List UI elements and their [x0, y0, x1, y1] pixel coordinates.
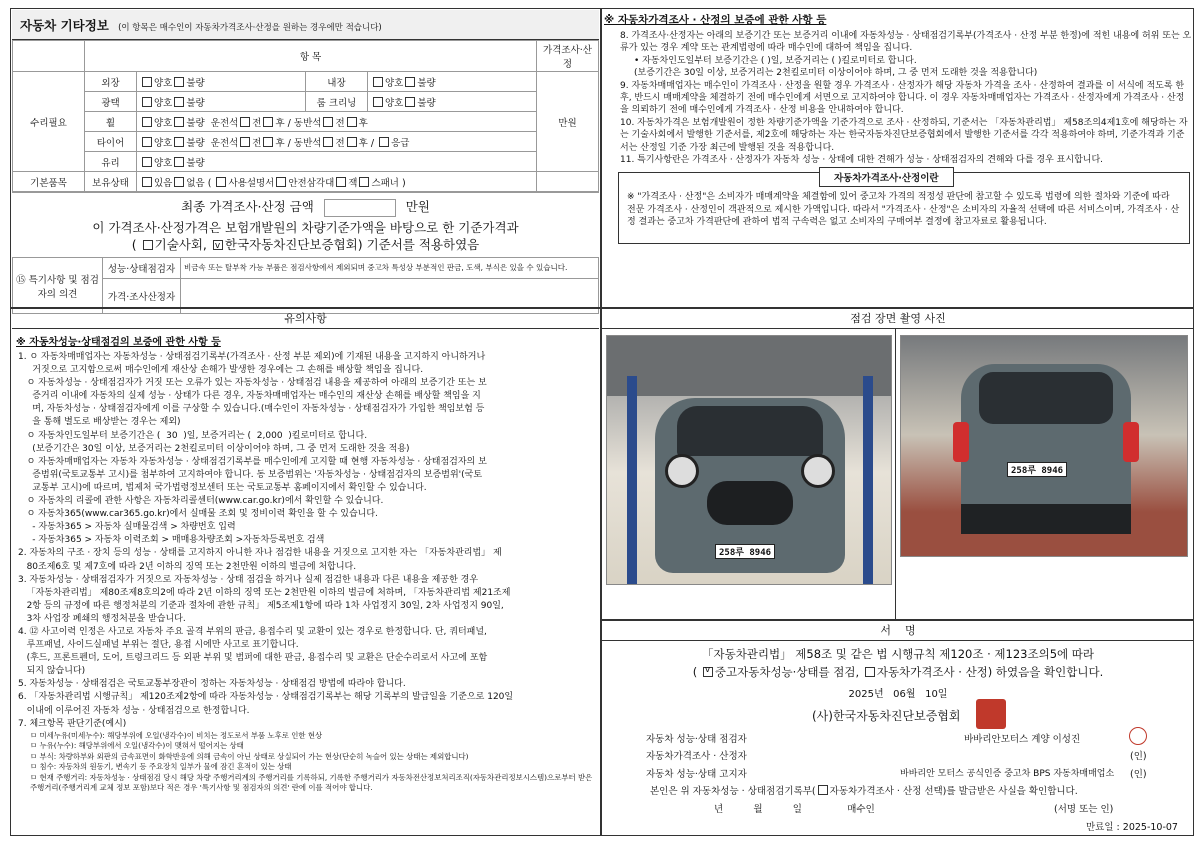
notice-line: 6. 「자동차관리법 시행규칙」 제120조제2항에 따라 자동차성능 · 상태점검기록부는 해당 기록부의 발급일을 기준으로 120일 — [18, 692, 514, 703]
front-label: 전 — [252, 137, 262, 149]
exist-label: 있음 — [154, 177, 173, 189]
final-price-input[interactable] — [324, 199, 396, 217]
good-label: 양호 — [384, 97, 404, 109]
front-label: 전 — [252, 117, 262, 129]
notice-line: 이내에 이루어진 자동차 성능 · 상태점검으로 한정합니다. — [18, 705, 250, 716]
emergency-label: 응급 — [391, 137, 410, 149]
basic-items-label: 기본품목 — [13, 172, 85, 192]
notice-line: 며, 자동차성능 · 상태점검자에게 이를 구상할 수 있습니다.(매수인이 자동차성능 · 상태점검자가 가입한 책임보험 등 — [18, 404, 485, 415]
checkbox[interactable] — [323, 137, 333, 147]
vehicle-other-info — [12, 10, 599, 306]
checkbox[interactable] — [143, 240, 153, 250]
hold-status-label: 보유상태 — [85, 172, 137, 192]
checkbox[interactable] — [142, 97, 152, 107]
notice-line: 2. 자동차의 구조 · 장치 등의 성능 · 상태를 고지하지 아니한 자나 점검한 내용을 거짓으로 고지한 자는 「자동차관리법」 제 — [18, 548, 502, 559]
inspector-seal — [1129, 727, 1147, 745]
bad-label: 불량 — [186, 137, 205, 149]
price-row-label: 자동차가격조사 · 산정자 — [646, 751, 747, 762]
notifier-row-seal: (인) — [1130, 769, 1147, 780]
basis-option-1: 기술사회, — [154, 237, 207, 252]
sign-option-1: 중고자동차성능·상태를 점검, — [714, 665, 860, 679]
notice-section — [12, 309, 599, 835]
checkbox[interactable] — [359, 177, 369, 187]
criteria-item: ㅁ 침수: 자동차의 원동기, 변속기 등 주요장치 일부가 물에 잠긴 흔적이 있는 상태 — [30, 762, 292, 772]
checkbox[interactable] — [818, 785, 828, 795]
checkbox[interactable] — [336, 177, 346, 187]
checkbox[interactable] — [347, 137, 357, 147]
exterior-label: 외장 — [85, 72, 137, 92]
bad-label: 불량 — [417, 77, 436, 89]
paragraph-9: 9. 자동차매매업자는 매수인이 가격조사 · 산정을 원할 경우 가격조사 · 산정자가 해당 자동차 가격을 조사 · 산정하여 결과를 이 서식에 적도록 한 후, 반드시 매매계약을 체결하기 전에 매수인에게 서면으로 고지하여야 합니다. 이 경우 자동차매매업자는 가격조사 · 산정자에게 가격조사 · 산정을 의뢰하기 전에 매수인에게 가격조사 · 산정 비용을 안내하여야 합니다. — [620, 80, 1185, 116]
notice-line: 거짓으로 고지함으로써 매수인에게 재산상 손해가 발생한 경우에는 그 손해를 배상할 책임을 집니다. — [18, 365, 424, 376]
sign-line2: ( v중고자동차성능·상태를 점검, 자동차가격조사 · 산정) 하였음을 확인합니다. — [602, 664, 1194, 680]
checkbox[interactable] — [142, 137, 152, 147]
notifier-row-value: 바바리안 모터스 공식인증 중고차 BPS 자동차매매업소 — [900, 769, 1115, 779]
price-inspector-label: 가격·조사산정자 — [103, 278, 181, 313]
notice-line: 2항 등의 규정에 따른 행정처분의 기준과 절차에 관한 규칙」 제5조제1항에 따라 1차 사업정지 30일, 2차 사업정지 90일, — [18, 600, 504, 611]
sign-header: 서 명 — [602, 621, 1194, 641]
inspector-row-label: 자동차 성능·상태 점검자 — [646, 734, 747, 745]
notice-title: ※ 자동차성능·상태점검의 보증에 관한 사항 등 — [16, 337, 221, 348]
checkbox[interactable] — [240, 137, 250, 147]
photo-section — [602, 309, 1194, 619]
notice-line: 증거리 이내에 자동차의 실제 성능 · 상태가 다른 경우, 자동차매매업자는 매수인의 재산상 손해를 배상할 책임을 지 — [18, 391, 481, 402]
notice-line: ㅇ 자동차365(www.car365.go.kr)에서 실매물 조회 및 정비이력 확인을 할 수 있습니다. — [18, 509, 378, 520]
notice-line: ㅇ 자동차인도일부터 보증기간은 ( 30 )일, 보증거리는 ( 2,000 )킬로미터로 합니다. — [18, 430, 368, 441]
paragraph-8c: (보증기간은 30일 이상, 보증거리는 2천킬로미터 이상이어야 하며, 그 중 먼저 도래한 것을 적용합니다) — [634, 68, 1038, 79]
tire-label: 타이어 — [85, 132, 137, 152]
price-basis-line1: 이 가격조사·산정가격은 보험개발원의 차량기준가액을 바탕으로 한 기준가격과 — [92, 220, 519, 235]
checkbox[interactable] — [276, 177, 286, 187]
good-label: 양호 — [384, 77, 404, 89]
spanner-label: 스패너 — [371, 177, 399, 189]
definition-title: 자동차가격조사·산정이란 — [819, 167, 954, 187]
notifier-row-label: 자동차 성능·상태 고지자 — [646, 769, 747, 780]
driver-label: 운전석 — [210, 137, 239, 149]
paragraph-11: 11. 특기사항란은 가격조사 · 산정자가 자동차 성능 · 상태에 대한 견해가 성능 · 상태점검자의 견해와 다를 경우 표시합니다. — [620, 155, 1104, 166]
checkbox[interactable] — [216, 177, 226, 187]
bad-label: 불량 — [417, 97, 436, 109]
notice-lines — [12, 351, 599, 731]
notice-line: - 자동차365 > 자동차 실매물검색 > 차량번호 입력 — [18, 522, 236, 533]
checkbox[interactable] — [142, 77, 152, 87]
checkbox[interactable] — [373, 97, 383, 107]
paragraph-10: 10. 자동차가격은 보험개발원이 정한 차량기준가액을 기준가격으로 조사 · 산정하되, 기준서는 「자동차관리법」 제58조의4제1호에 해당하는 자는 기술사회에서 발행한 기준서를, 제2호에 해당하는 자는 한국자동차진단보증협회에서 발행한 기준서를 각각 적용하여야 하며, 기준가격과 기준서는 산정일 기준 가장 최근에 발행된 것을 적용합니다. — [620, 117, 1188, 153]
repair-need-label: 수리필요 — [13, 72, 85, 172]
rear-car-photo — [900, 335, 1188, 557]
interior-label: 내장 — [305, 72, 367, 92]
receipt-text: 본인은 위 자동차성능 · 상태점검기록부( — [650, 786, 816, 797]
glass-label: 유리 — [85, 152, 137, 172]
notice-line: 교통부 고시)에 따르며, 법제처 국가법령정보센터 또는 국토교통부 홈페이지에서 확인할 수 있습니다. — [18, 482, 427, 493]
checkbox[interactable] — [263, 117, 273, 127]
inspector-label: 성능·상태점검자 — [103, 258, 181, 279]
notice-line: ㅇ 자동차성능 · 상태점검자가 거짓 또는 오류가 있는 자동차성능 · 상태점검 내용을 제공하여 아래의 보증기간 또는 보 — [18, 378, 487, 389]
criteria-item: ㅁ 현재 주행거리: 자동차성능 · 상태점검 당시 해당 차량 주행거리계의 주행거리를 기록하되, 기록한 주행거리가 자동차전산정보처리조직(자동차관리정보시스템)으로부터 받은 주행거리(주행거리계 교체 정보 포함)보다 적은 경우 '특기사항 및 점검자의 의견' 란에 이를 적어야 합니다. — [30, 772, 593, 793]
sign-option-2: 자동차가격조사 · 산정) 하였음을 확인합니다. — [876, 665, 1104, 679]
wheel-label: 휠 — [85, 112, 137, 132]
buyer-date-line: 년 월 일 매수인 — [714, 804, 875, 815]
front-label: 전 — [335, 137, 345, 149]
paragraph-8b: • 자동차인도일부터 보증기간은 ( )일, 보증거리는 ( )킬로미터로 합니다. — [634, 55, 917, 66]
triangle-label: 안전삼각대 — [288, 177, 335, 189]
good-label: 양호 — [154, 137, 173, 149]
price-row-seal: (인) — [1130, 751, 1147, 762]
bad-label: 불량 — [186, 97, 205, 109]
col-price-header: 가격조사·산정 — [537, 41, 599, 72]
notice-line: ㅇ 자동차의 리콜에 관한 사항은 자동차리콜센터(www.car.go.kr)에서 확인할 수 있습니다. — [18, 496, 384, 507]
front-label: 전 — [335, 117, 345, 129]
special-notes-label: ⑮ 특기사항 및 점검자의 의견 — [13, 258, 103, 314]
org-name: (사)한국자동차진단보증협회 — [812, 709, 961, 723]
good-label: 양호 — [154, 77, 173, 89]
good-label: 양호 — [154, 117, 173, 129]
receipt-text-2: 자동차가격조사 · 산정 선택)를 발급받은 사실을 확인합니다. — [829, 786, 1078, 797]
org-seal-stamp — [976, 699, 1006, 729]
checkbox[interactable] — [865, 667, 875, 677]
notice-line: 루프패널, 사이드실패널 부위는 절단, 용접 시에만 사고로 표기합니다. — [18, 640, 299, 651]
checkbox-checked[interactable] — [703, 667, 713, 677]
good-label: 양호 — [154, 97, 173, 109]
notice-line: (보증기간은 30일 이상, 보증거리는 2천킬로미터 이상이어야 하며, 그 중 먼저 도래한 것을 적용) — [18, 443, 410, 454]
notice-line: 1. ㅇ 자동차매매업자는 자동차성능 · 상태점검기록부(가격조사 · 산정 부분 제외)에 기재된 내용을 고지하지 아니하거나 — [18, 352, 486, 362]
checkbox[interactable] — [263, 137, 273, 147]
checkbox[interactable] — [347, 117, 357, 127]
checkbox[interactable] — [405, 77, 415, 87]
section-title: 자동차 기타정보 — [20, 18, 109, 33]
final-price-label: 최종 가격조사·산정 금액 — [181, 199, 314, 214]
checkbox[interactable] — [174, 137, 184, 147]
gloss-label: 광택 — [85, 92, 137, 112]
notice-line: (후드, 프론트펜더, 도어, 트렁크리드 등 외판 부위 및 범퍼에 대한 판금, 용접수리 및 교환은 단순수리로서 사고에 포함 — [18, 653, 488, 664]
room-clean-label: 룸 크리닝 — [305, 92, 367, 112]
section-note: (이 항목은 매수인이 자동차가격조사·산정을 원하는 경우에만 적습니다) — [118, 23, 382, 33]
definition-text: ※ "가격조사 · 산정"은 소비자가 매매계약을 체결함에 있어 중고차 가격의 적정성 판단에 참고할 수 있도록 법령에 의한 절차와 기준에 따라 전문 가격조사 · 산정인이 객관적으로 제시한 가액입니다. 따라서 "가격조사 · 산정"은 소비자의 자율적 선택에 따른 서비스이며, 가격조사 · 산정 결과는 중고차 가격판단에 관하여 법적 구속력은 없고 소비자의 구매여부 결정에 참고자료로 활용됩니다. — [627, 192, 1180, 228]
checkbox[interactable] — [405, 97, 415, 107]
rear-passenger-label: 후 / 동반석 — [275, 117, 322, 129]
notice-line: 80조제6호 및 제7호에 따라 2년 이하의 징역 또는 2천만원 이하의 벌금에 처합니다. — [18, 561, 357, 572]
rear-label: 후 — [358, 137, 368, 149]
sign-or-seal: (서명 또는 인) — [1054, 804, 1114, 815]
checkbox[interactable] — [174, 117, 184, 127]
expiry-date: 만료일 : 2025-10-07 — [1086, 822, 1178, 833]
criteria-item: ㅁ 부식: 차량하부와 외판의 금속표면이 화학반응에 의해 금속이 아닌 상태로 상실되어 가는 현상(단순히 녹슬어 있는 상태는 제외합니다) — [30, 751, 469, 761]
price-basis-line2: ( 기술사회, v 한국자동차진단보증협회) 기준서를 적용하였음 — [12, 236, 599, 253]
front-plate: 258루 8946 — [715, 544, 775, 559]
notice-line: 5. 자동차성능 · 상태점검은 국토교통부장관이 정하는 자동차성능 · 상태점검 방법에 따라야 합니다. — [18, 679, 406, 690]
final-price-unit: 만원 — [405, 199, 430, 214]
checkbox[interactable] — [174, 97, 184, 107]
inspector-row-value: 바바리안모터스 계양 이성진 — [964, 734, 1081, 745]
paragraph-8: 8. 가격조사·산정자는 아래의 보증기간 또는 보증거리 이내에 자동차성능 · 상태점검기록부(가격조사 · 산정 부분 한정)에 적힌 내용에 허위 또는 오류가 있는 경우 계약 또는 관계법령에 따라 매수인에 대하여 책임을 집니다. — [620, 31, 1192, 54]
checkbox[interactable] — [240, 117, 250, 127]
bad-label: 불량 — [186, 117, 205, 129]
price-guarantee-section — [604, 12, 1192, 304]
checkbox[interactable] — [174, 157, 184, 167]
bad-label: 불량 — [186, 77, 205, 89]
driver-label: 운전석 — [210, 117, 239, 129]
sign-line1: 「자동차관리법」 제58조 및 같은 법 시행규칙 제120조 · 제123조의5에 따라 — [701, 647, 1095, 661]
notice-line: 7. 체크항목 판단기준(예시) — [18, 718, 127, 729]
checkbox[interactable] — [323, 117, 333, 127]
notice-line: 3차 사업장 폐쇄의 행정처분을 받습니다. — [18, 613, 186, 624]
notice-line: 4. ⑫ 사고이력 인정은 사고로 자동차 주요 골격 부위의 판금, 용접수리 및 교환이 있는 경우로 한정합니다. 단, 쿼터패널, — [18, 626, 487, 637]
checkbox[interactable] — [142, 177, 152, 187]
rear-plate: 258루 8946 — [1007, 462, 1067, 477]
receipt-line — [650, 783, 1078, 797]
good-label: 양호 — [154, 157, 173, 169]
notice-header: 유의사항 — [12, 309, 599, 329]
special-notes-table — [12, 257, 599, 314]
repair-table: 항 목 가격조사·산정 수리필요 외장 양호 불량 내장 양호 불량 만원 광택 양호 불량 룸 크리닝 양호 불량 휠 양호 불량 운전석 전 후 / 동반석 전 후 타이어 양호 불량 운전석 전 후 / 동반석 전 후 / 응급 유리 양호 불량 기본품목 보유상태 있음 없음 ( 사용설명서 안전삼각대 잭 스패너 ) — [12, 40, 599, 192]
checkbox[interactable] — [174, 177, 184, 187]
jack-label: 잭 — [348, 177, 358, 189]
photo-header: 점검 장면 촬영 사진 — [602, 309, 1194, 329]
inspector-note: 비금속 또는 탈부착 가능 부품은 점검사항에서 제외되며 중고차 특성상 부분적인 판금, 도색, 부식은 있을 수 있습니다. — [181, 258, 599, 279]
checkbox[interactable] — [142, 157, 152, 167]
notice-line: - 자동차365 > 자동차 이력조회 > 매매용차량조회 >자동차등록번호 검색 — [18, 535, 325, 546]
rear-passenger-label: 후 / 동반석 — [275, 137, 322, 149]
notice-line: 3. 자동차성능 · 상태점검자가 거짓으로 자동차성능 · 상태 점검을 하거나 실제 점검한 내용과 다른 내용을 제공한 경우 — [18, 574, 479, 585]
signature-section — [602, 621, 1194, 835]
col-item-header: 항 목 — [85, 41, 537, 72]
checkbox[interactable] — [174, 77, 184, 87]
notice-line: 되지 않습니다) — [18, 666, 86, 677]
checkbox[interactable] — [379, 137, 389, 147]
front-car-photo — [606, 335, 892, 585]
notice-line: 「자동차관리법」 제80조제8호의2에 따라 2년 이하의 징역 또는 2천만원 이하의 벌금에 처하며, 「자동차관리법 제21조제 — [18, 587, 511, 598]
definition-box — [618, 172, 1190, 244]
notice-line: ㅇ 자동차매매업자는 자동차 자동차성능 · 상태점검기록부를 매수인에게 고지할 때 현행 자동차성능 · 상태점검자의 보 — [18, 456, 487, 467]
sign-date: 2025년 06월 10일 — [848, 689, 948, 700]
bad-label: 불량 — [186, 157, 205, 169]
section-title: ※ 자동차가격조사 · 산정의 보증에 관한 사항 등 — [604, 14, 827, 26]
criteria-item: ㅁ 미세누유(미세누수): 해당부위에 오일(냉각수)이 비치는 정도로서 부품 노후로 인한 현상 — [30, 730, 323, 740]
checkbox[interactable] — [142, 117, 152, 127]
criteria-item: ㅁ 누유(누수): 해당부위에서 오일(냉각수)이 맺혀서 떨어지는 상태 — [30, 741, 244, 751]
notice-line: 증범위(국토교통부 고시)를 첨부하여 고지하여야 합니다. 동 보증범위는 '자동차성능 · 상태점검자의 보증범위'(국토 — [18, 469, 483, 480]
unit-label: 만원 — [537, 72, 599, 172]
manual-label: 사용설명서 — [228, 177, 275, 189]
notice-line: 을 통해 별도로 배상받는 경우는 제외) — [18, 417, 181, 428]
checkbox[interactable] — [373, 77, 383, 87]
none-label: 없음 — [186, 177, 205, 189]
rear-label: 후 — [358, 117, 368, 129]
notice-criteria — [12, 731, 599, 794]
checkbox-checked[interactable] — [213, 240, 223, 250]
basis-option-2: 한국자동차진단보증협회) 기준서를 적용하였음 — [224, 237, 480, 252]
